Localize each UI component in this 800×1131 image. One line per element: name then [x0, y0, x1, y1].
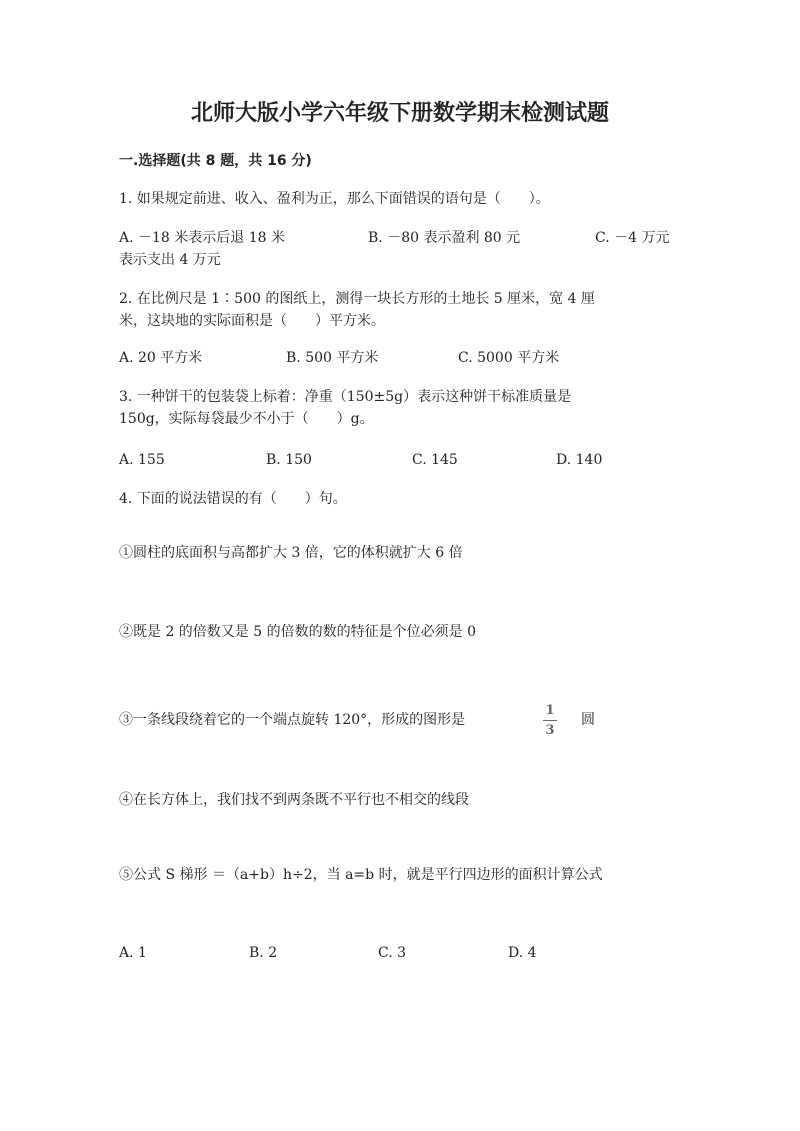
section-heading: 一.选择题(共 8 题，共 16 分)	[119, 153, 312, 169]
question-4-statement-3-end: 圆	[581, 712, 595, 728]
question-4-option-a: A. 1	[119, 945, 147, 961]
question-1-option-b: B. －80 表示盈利 80 元	[368, 230, 521, 246]
question-1-option-c: C. －4 万元	[595, 230, 670, 246]
question-4-statement-1: ①圆柱的底面积与高都扩大 3 倍，它的体积就扩大 6 倍	[119, 545, 463, 561]
question-3-line-2: 150g，实际每袋最少不小于（ ）g。	[119, 411, 374, 427]
question-1-option-a: A. －18 米表示后退 18 米	[119, 230, 285, 246]
question-1-option-c-cont: 表示支出 4 万元	[119, 252, 221, 268]
fraction-numerator: 1	[545, 703, 555, 718]
question-2-line-1: 2. 在比例尺是 1∶500 的图纸上，测得一块长方形的土地长 5 厘米，宽 4 厘	[119, 291, 595, 307]
question-4-option-d: D. 4	[508, 945, 537, 961]
question-3-option-b: B. 150	[266, 452, 312, 468]
page-title: 北师大版小学六年级下册数学期末检测试题	[190, 101, 609, 126]
fraction-one-third	[540, 703, 560, 738]
question-4-option-c: C. 3	[378, 945, 407, 961]
fraction-denominator: 3	[545, 723, 555, 738]
fraction-bar	[543, 720, 557, 721]
question-2-option-a: A. 20 平方米	[119, 350, 203, 366]
question-4-stem: 4. 下面的说法错误的有（ ）句。	[119, 491, 347, 507]
question-2-option-b: B. 500 平方米	[286, 350, 379, 366]
question-2-line-2: 米，这块地的实际面积是（ ）平方米。	[119, 313, 385, 329]
question-4-option-b: B. 2	[249, 945, 278, 961]
question-3-option-d: D. 140	[556, 452, 603, 468]
question-1-stem: 1. 如果规定前进、收入、盈利为正，那么下面错误的语句是（ ）。	[119, 191, 550, 207]
question-2-option-c: C. 5000 平方米	[458, 350, 560, 366]
question-4-statement-3: ③一条线段绕着它的一个端点旋转 120°，形成的图形是	[119, 712, 466, 728]
question-4-statement-4: ④在长方体上，我们找不到两条既不平行也不相交的线段	[119, 792, 469, 808]
question-3-option-c: C. 145	[412, 452, 458, 468]
question-4-statement-5: ⑤公式 S 梯形 ＝（a+b）h÷2，当 a=b 时，就是平行四边形的面积计算公式	[119, 867, 603, 883]
question-4-statement-2: ②既是 2 的倍数又是 5 的倍数的数的特征是个位必须是 0	[119, 624, 476, 640]
question-3-line-1: 3. 一种饼干的包装袋上标着：净重（150±5g）表示这种饼干标准质量是	[119, 389, 572, 405]
question-3-option-a: A. 155	[119, 452, 165, 468]
